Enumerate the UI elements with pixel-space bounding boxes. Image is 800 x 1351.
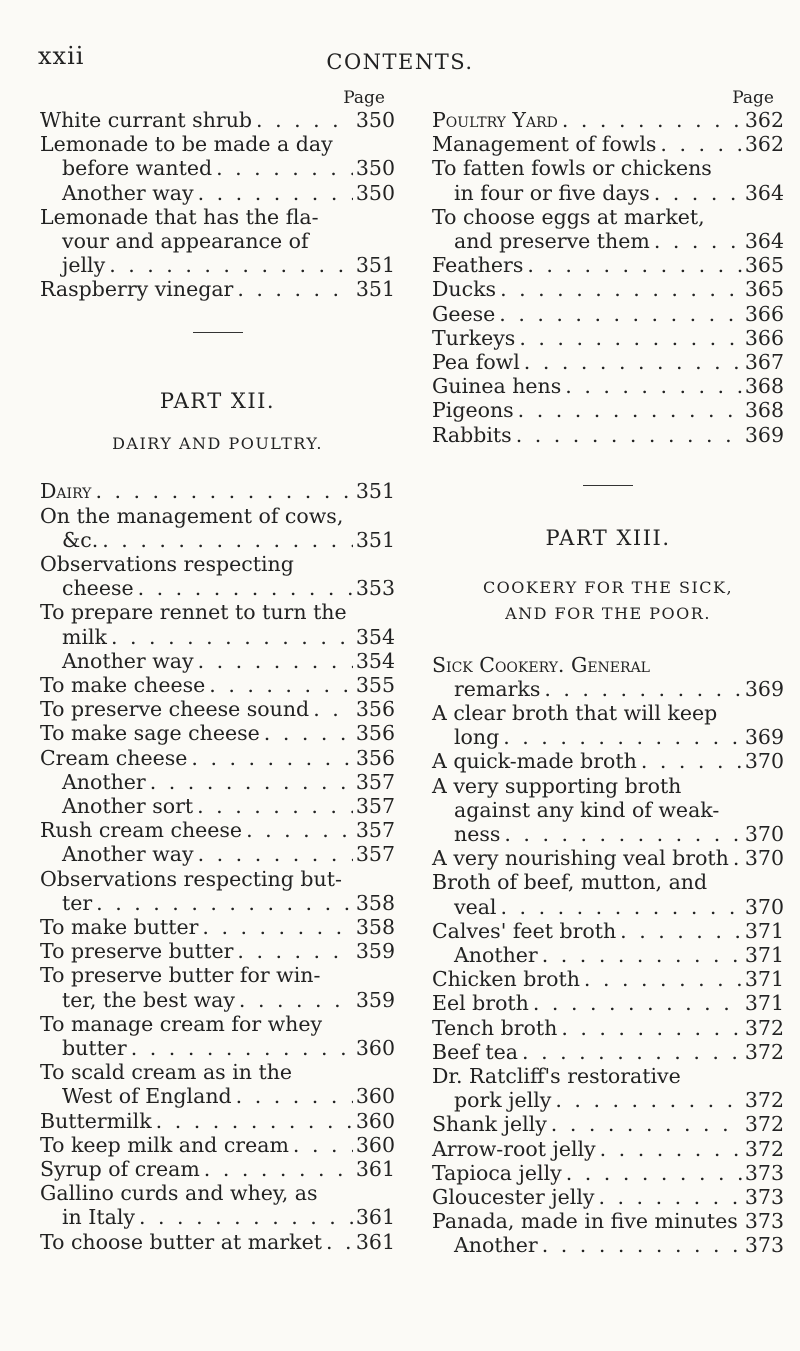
contents-entry xyxy=(40,649,395,673)
contents-entry xyxy=(40,939,395,963)
entry-title: Another way xyxy=(62,180,194,205)
entry-title: butter xyxy=(62,1036,127,1060)
entry-title: Broth of beef, mutton, and xyxy=(432,870,708,895)
contents-entry xyxy=(40,770,395,794)
entry-title: pork jelly xyxy=(454,1088,552,1113)
contents-entry xyxy=(432,701,784,749)
dot-leader xyxy=(557,1016,742,1040)
entry-title: long xyxy=(454,725,500,750)
dot-leader xyxy=(233,939,353,963)
entry-page-number: 368 xyxy=(744,374,784,399)
contents-entry xyxy=(40,1109,395,1133)
contents-entry xyxy=(40,181,395,205)
entry-page-number: 373 xyxy=(744,1209,784,1234)
contents-entry xyxy=(432,1185,784,1209)
entry-title: Another xyxy=(62,769,146,794)
contents-entry xyxy=(40,867,395,915)
dot-leader xyxy=(580,967,742,991)
dot-leader xyxy=(650,229,742,253)
entry-page-number: 356 xyxy=(355,697,395,722)
dot-leader xyxy=(596,1137,742,1161)
contents-entry xyxy=(432,326,784,350)
entry-page-number: 358 xyxy=(355,914,395,939)
entry-page-number: 367 xyxy=(744,350,784,375)
entry-page-number: 365 xyxy=(744,277,784,302)
entry-page-number: 351 xyxy=(355,479,395,504)
entry-title: before wanted xyxy=(62,156,213,181)
entry-list xyxy=(40,108,395,302)
dot-leader xyxy=(152,1109,353,1133)
entry-title: Pigeons xyxy=(432,398,514,423)
entry-page-number: 372 xyxy=(744,1112,784,1137)
dot-leader xyxy=(547,1112,742,1136)
dot-leader xyxy=(518,1040,742,1064)
entry-title: Another xyxy=(454,1233,538,1258)
dot-leader xyxy=(497,895,743,919)
contents-entry xyxy=(432,423,784,447)
entry-page-number: 372 xyxy=(744,1136,784,1161)
dot-leader xyxy=(252,108,353,132)
entry-title: To fatten fowls or chickens xyxy=(432,156,712,181)
entry-title: To preserve butter for win- xyxy=(40,963,321,988)
contents-entry xyxy=(432,846,784,870)
contents-entry xyxy=(432,1233,784,1257)
contents-entry xyxy=(432,398,784,422)
entry-page-number: 361 xyxy=(355,1229,395,1254)
contents-entry xyxy=(40,697,395,721)
entry-page-number: 356 xyxy=(355,745,395,770)
dot-leader xyxy=(656,132,742,156)
contents-entry xyxy=(432,749,784,773)
entry-title: &c. xyxy=(62,527,99,552)
entry-title: Rush cream cheese xyxy=(40,818,243,843)
entry-title: On the management of cows, xyxy=(40,503,344,528)
contents-entry xyxy=(40,600,395,648)
entry-title: To keep milk and cream xyxy=(40,1132,289,1157)
page-column-label: Page xyxy=(343,88,385,108)
entry-page-number: 370 xyxy=(744,749,784,774)
entry-page-number: 359 xyxy=(355,939,395,964)
contents-entry xyxy=(432,919,784,943)
contents-entry xyxy=(432,132,784,156)
contents-entry xyxy=(40,1012,395,1060)
contents-entry xyxy=(40,818,395,842)
contents-entry xyxy=(432,1161,784,1185)
entry-page-number: 360 xyxy=(355,1132,395,1157)
entry-page-number: 350 xyxy=(355,156,395,181)
dot-leader xyxy=(538,1233,742,1257)
entry-title: Tapioca jelly xyxy=(432,1160,562,1185)
entry-title: and preserve them xyxy=(454,229,650,254)
entry-page-number: 365 xyxy=(744,253,784,278)
dot-leader xyxy=(529,991,742,1015)
dot-leader xyxy=(558,108,742,132)
entry-title: cheese xyxy=(62,576,134,601)
entry-title: Dairy xyxy=(40,479,92,504)
entry-page-number: 361 xyxy=(355,1205,395,1230)
contents-entry xyxy=(40,1181,395,1229)
contents-entry xyxy=(40,673,395,697)
contents-entry xyxy=(432,156,784,204)
entry-title: Beef tea xyxy=(432,1039,519,1064)
entry-page-number: 370 xyxy=(744,894,784,919)
entry-title: ness xyxy=(454,821,501,846)
contents-entry xyxy=(432,1137,784,1161)
contents-entry xyxy=(40,1157,395,1181)
left-column xyxy=(40,88,395,1254)
dot-leader xyxy=(194,181,353,205)
entry-title: Gallino curds and whey, as xyxy=(40,1181,318,1206)
right-column xyxy=(432,88,784,1258)
entry-title: jelly xyxy=(62,253,106,278)
dot-leader xyxy=(540,677,742,701)
entry-page-number: 360 xyxy=(355,1108,395,1133)
entry-title: veal xyxy=(454,894,497,919)
dot-leader xyxy=(562,1161,742,1185)
dot-leader xyxy=(514,398,742,422)
entry-title: Observations respecting xyxy=(40,551,294,576)
dot-leader xyxy=(146,770,353,794)
dot-leader xyxy=(242,818,353,842)
dot-leader xyxy=(309,697,353,721)
entry-title: Shank jelly xyxy=(432,1112,547,1137)
contents-entry xyxy=(432,108,784,132)
entry-title: ter xyxy=(62,890,93,915)
contents-entry xyxy=(40,746,395,770)
dot-leader xyxy=(637,749,742,773)
dot-leader xyxy=(107,625,353,649)
dot-leader xyxy=(198,915,353,939)
entry-title: ter, the best way xyxy=(62,987,235,1012)
entry-page-number: 354 xyxy=(355,624,395,649)
dot-leader xyxy=(135,1205,353,1229)
entry-page-number: 359 xyxy=(355,987,395,1012)
contents-entry xyxy=(432,1064,784,1112)
entry-title: in four or five days xyxy=(454,180,650,205)
dot-leader xyxy=(232,1084,353,1108)
entry-title: Ducks xyxy=(432,277,497,302)
dot-leader xyxy=(91,479,353,503)
dot-leader xyxy=(515,326,742,350)
dot-leader xyxy=(650,181,742,205)
entry-page-number: 373 xyxy=(744,1233,784,1258)
entry-title: Panada, made in five minutes xyxy=(432,1209,738,1234)
contents-entry xyxy=(432,1209,784,1233)
contents-entry xyxy=(40,842,395,866)
part-heading: PART XIII. xyxy=(545,526,671,551)
contents-entry xyxy=(40,1133,395,1157)
dot-leader xyxy=(594,1185,742,1209)
entry-title: Raspberry vinegar xyxy=(40,277,234,302)
entry-page-number: 372 xyxy=(744,1088,784,1113)
entry-page-number: 372 xyxy=(744,1039,784,1064)
entry-page-number: 354 xyxy=(355,648,395,673)
entry-title: Syrup of cream xyxy=(40,1157,200,1182)
contents-entry xyxy=(432,991,784,1015)
part-subheading: DAIRY AND POULTRY. xyxy=(112,434,323,454)
page-title: CONTENTS. xyxy=(326,50,474,74)
dot-leader xyxy=(551,1088,742,1112)
entry-page-number: 350 xyxy=(355,180,395,205)
entry-page-number: 355 xyxy=(355,672,395,697)
entry-title: in Italy xyxy=(62,1205,135,1230)
entry-title: milk xyxy=(62,624,107,649)
entry-page-number: 361 xyxy=(355,1157,395,1182)
entry-page-number: 357 xyxy=(355,769,395,794)
dot-leader xyxy=(512,423,742,447)
entry-title: To make cheese xyxy=(40,672,206,697)
entry-page-number: 373 xyxy=(744,1185,784,1210)
entry-page-number: 368 xyxy=(744,398,784,423)
entry-title: Pea fowl xyxy=(432,350,520,375)
entry-title: To preserve butter xyxy=(40,939,234,964)
entry-page-number: 353 xyxy=(355,576,395,601)
entry-title: To make sage cheese xyxy=(40,721,260,746)
entry-title: Chicken broth xyxy=(432,967,580,992)
entry-page-number: 369 xyxy=(744,422,784,447)
entry-title: To scald cream as in the xyxy=(40,1060,293,1085)
entry-title: A very supporting broth xyxy=(432,773,682,798)
entry-title: Another way xyxy=(62,842,194,867)
entry-page-number: 371 xyxy=(744,967,784,992)
dot-leader xyxy=(561,374,742,398)
entry-title: Management of fowls xyxy=(432,132,657,157)
entry-list xyxy=(432,653,784,1258)
entry-title: Arrow-root jelly xyxy=(432,1136,596,1161)
entry-title: To prepare rennet to turn the xyxy=(40,600,347,625)
contents-entry xyxy=(40,132,395,180)
dot-leader xyxy=(520,350,742,374)
entry-list xyxy=(432,108,784,447)
entry-page-number: 362 xyxy=(744,108,784,132)
dot-leader xyxy=(187,746,353,770)
contents-entry xyxy=(40,794,395,818)
contents-entry xyxy=(432,302,784,326)
entry-page-number: 370 xyxy=(744,846,784,871)
entry-page-number: 351 xyxy=(355,277,395,302)
entry-page-number: 360 xyxy=(355,1084,395,1109)
page-number: xxii xyxy=(38,42,85,70)
entry-page-number: 371 xyxy=(744,991,784,1016)
contents-entry xyxy=(432,1040,784,1064)
part-subheading: COOKERY FOR THE SICK, xyxy=(482,577,734,597)
contents-entry xyxy=(40,277,395,301)
entry-title: A clear broth that will keep xyxy=(432,700,718,725)
entry-page-number: 351 xyxy=(355,253,395,278)
entry-title: To manage cream for whey xyxy=(40,1011,323,1036)
entry-title: remarks xyxy=(454,676,541,701)
dot-leader xyxy=(499,725,742,749)
contents-entry xyxy=(40,1060,395,1108)
contents-entry xyxy=(40,205,395,278)
contents-entry xyxy=(40,479,395,503)
entry-title: To preserve cheese sound xyxy=(40,697,310,722)
dot-leader xyxy=(205,673,353,697)
dot-leader xyxy=(260,721,353,745)
dot-leader xyxy=(500,822,742,846)
dot-leader xyxy=(212,156,353,180)
contents-entry xyxy=(432,1016,784,1040)
dot-leader xyxy=(322,1230,353,1254)
entry-title: Geese xyxy=(432,301,496,326)
entry-title: Rabbits xyxy=(432,422,512,447)
dot-leader xyxy=(92,891,353,915)
entry-page-number: 371 xyxy=(744,918,784,943)
entry-title: A very nourishing veal broth xyxy=(432,846,729,871)
contents-entry xyxy=(432,277,784,301)
dot-leader xyxy=(495,302,742,326)
entry-page-number: 356 xyxy=(355,721,395,746)
entry-page-number: 366 xyxy=(744,301,784,326)
contents-entry xyxy=(40,915,395,939)
entry-title: Lemonade to be made a day xyxy=(40,132,333,157)
entry-title: Poultry Yard xyxy=(432,108,558,132)
contents-entry xyxy=(432,967,784,991)
part-subheading: AND FOR THE POOR. xyxy=(505,603,711,623)
entry-title: Feathers xyxy=(432,253,524,278)
entry-page-number: 370 xyxy=(744,821,784,846)
entry-title: Another sort xyxy=(62,793,194,818)
entry-title: Turkeys xyxy=(432,325,516,350)
entry-page-number: 351 xyxy=(355,527,395,552)
entry-page-number: 364 xyxy=(744,180,784,205)
entry-page-number: 362 xyxy=(744,132,784,157)
entry-title: Lemonade that has the fla- xyxy=(40,204,319,229)
dot-leader xyxy=(127,1036,353,1060)
entry-title: To choose butter at market xyxy=(40,1229,322,1254)
dot-leader xyxy=(538,943,742,967)
entry-page-number: 369 xyxy=(744,725,784,750)
contents-entry xyxy=(40,963,395,1011)
entry-title: Tench broth xyxy=(432,1015,558,1040)
part-heading: PART XII. xyxy=(159,389,276,414)
dot-leader xyxy=(134,576,353,600)
entry-title: vour and appearance of xyxy=(62,229,309,254)
contents-entry xyxy=(432,943,784,967)
dot-leader xyxy=(98,528,353,552)
entry-title: Cream cheese xyxy=(40,745,188,770)
entry-title: Sick Cookery. General xyxy=(432,652,650,677)
entry-title: To choose eggs at market, xyxy=(432,204,705,229)
entry-page-number: 360 xyxy=(355,1036,395,1060)
entry-page-number: 357 xyxy=(355,842,395,867)
entry-title: Dr. Ratcliff's restorative xyxy=(432,1064,681,1088)
entry-title: West of England xyxy=(62,1084,232,1109)
entry-title: Another way xyxy=(62,648,194,673)
dot-leader xyxy=(729,846,742,870)
entry-title: Guinea hens xyxy=(432,374,562,399)
contents-entry xyxy=(432,1112,784,1136)
dot-leader xyxy=(496,277,742,301)
entry-page-number: 357 xyxy=(355,818,395,843)
contents-entry xyxy=(40,108,395,132)
entry-page-number: 369 xyxy=(744,676,784,701)
entry-title: Buttermilk xyxy=(40,1108,152,1133)
contents-entry xyxy=(40,1230,395,1254)
page-column-label: Page xyxy=(732,88,774,108)
entry-page-number: 350 xyxy=(355,108,395,132)
entry-page-number: 358 xyxy=(355,890,395,915)
entry-page-number: 357 xyxy=(355,793,395,818)
contents-entry xyxy=(40,504,395,552)
dot-leader xyxy=(200,1157,353,1181)
entry-title: against any kind of weak- xyxy=(454,797,720,822)
entry-list xyxy=(40,479,395,1254)
entry-title: Gloucester jelly xyxy=(432,1185,595,1210)
dot-leader xyxy=(105,253,353,277)
entry-title: A quick-made broth xyxy=(432,749,637,774)
contents-entry xyxy=(432,870,784,918)
dot-leader xyxy=(233,277,353,301)
entry-title: To make butter xyxy=(40,914,199,939)
entry-page-number: 371 xyxy=(744,942,784,967)
dot-leader xyxy=(193,794,353,818)
entry-page-number: 372 xyxy=(744,1015,784,1040)
dot-leader xyxy=(235,988,353,1012)
contents-entry xyxy=(40,721,395,745)
entry-title: Eel broth xyxy=(432,991,529,1016)
contents-entry xyxy=(432,374,784,398)
entry-page-number: 364 xyxy=(744,229,784,254)
dot-leader xyxy=(194,842,353,866)
contents-entry xyxy=(432,253,784,277)
contents-entry xyxy=(432,350,784,374)
contents-entry xyxy=(432,653,784,701)
contents-entry xyxy=(432,205,784,253)
dot-leader xyxy=(289,1133,353,1157)
entry-title: Another xyxy=(454,942,538,967)
dot-leader xyxy=(523,253,742,277)
dot-leader xyxy=(616,919,742,943)
contents-entry xyxy=(40,552,395,600)
entry-page-number: 366 xyxy=(744,325,784,350)
entry-title: White currant shrub xyxy=(40,108,253,132)
entry-title: Calves' feet broth xyxy=(432,918,617,943)
entry-page-number: 373 xyxy=(744,1160,784,1185)
dot-leader xyxy=(194,649,353,673)
contents-entry xyxy=(432,774,784,847)
entry-title: Observations respecting but- xyxy=(40,866,342,891)
